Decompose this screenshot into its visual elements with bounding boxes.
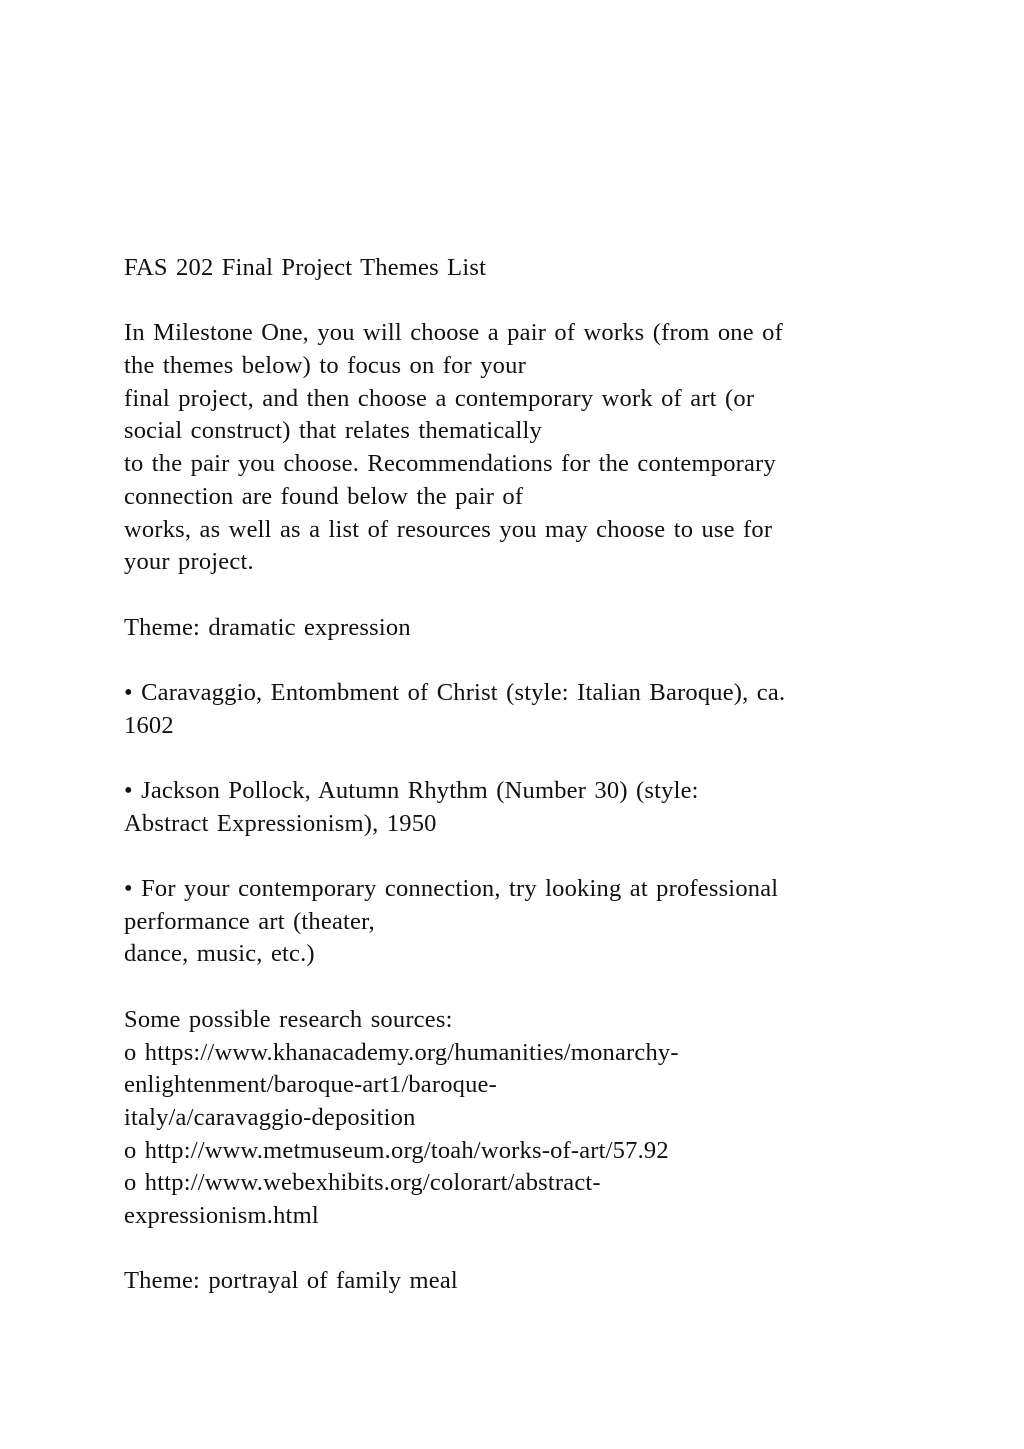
source-line: enlightenment/baroque-art1/baroque- (124, 1071, 497, 1099)
intro-line: connection are found below the pair of (124, 482, 524, 510)
bullet-line: 1602 (124, 711, 174, 739)
intro-line: the themes below) to focus on for your (124, 352, 526, 380)
spacer (124, 1233, 914, 1266)
intro-line: your project. (124, 548, 254, 576)
intro-paragraph (124, 317, 914, 579)
source-line: expressionism.html (124, 1201, 319, 1229)
source-line: italy/a/caravaggio-deposition (124, 1103, 416, 1131)
bullet-item (124, 873, 914, 971)
spacer (124, 742, 914, 775)
intro-line: works, as well as a list of resources you may choose to use for (124, 515, 773, 543)
theme-heading: Theme: dramatic expression (124, 613, 411, 641)
sources-heading: Some possible research sources: (124, 1005, 453, 1033)
theme-heading: Theme: portrayal of family meal (124, 1267, 458, 1295)
intro-line: to the pair you choose. Recommendations for the contemporary (124, 450, 776, 478)
intro-line: In Milestone One, you will choose a pair of works (from one of (124, 319, 783, 347)
spacer (124, 644, 914, 677)
bullet-line: • Caravaggio, Entombment of Christ (style: Italian Baroque), ca. (124, 678, 786, 706)
source-line: o https://www.khanacademy.org/humanities/monarchy- (124, 1038, 679, 1066)
bullet-line: performance art (theater, (124, 907, 375, 935)
document-title: FAS 202 Final Project Themes List (124, 254, 487, 281)
bullet-line: • For your contemporary connection, try looking at professional (124, 875, 779, 903)
source-line: o http://www.webexhibits.org/colorart/abstract- (124, 1169, 601, 1197)
spacer (124, 971, 914, 1004)
spacer (124, 840, 914, 873)
source-line: o http://www.metmuseum.org/toah/works-of-art/57.92 (124, 1136, 669, 1164)
bullet-item (124, 775, 914, 840)
bullet-line: • Jackson Pollock, Autumn Rhythm (Number 30) (style: (124, 777, 699, 804)
document-body (124, 252, 914, 1298)
spacer (124, 285, 914, 318)
sources-list (124, 1004, 914, 1233)
spacer (124, 579, 914, 612)
bullet-item (124, 677, 914, 742)
intro-line: final project, and then choose a contemporary work of art (or (124, 384, 755, 412)
intro-line: social construct) that relates thematically (124, 417, 542, 445)
bullet-line: Abstract Expressionism), 1950 (124, 809, 437, 837)
bullet-line: dance, music, etc.) (124, 940, 315, 968)
